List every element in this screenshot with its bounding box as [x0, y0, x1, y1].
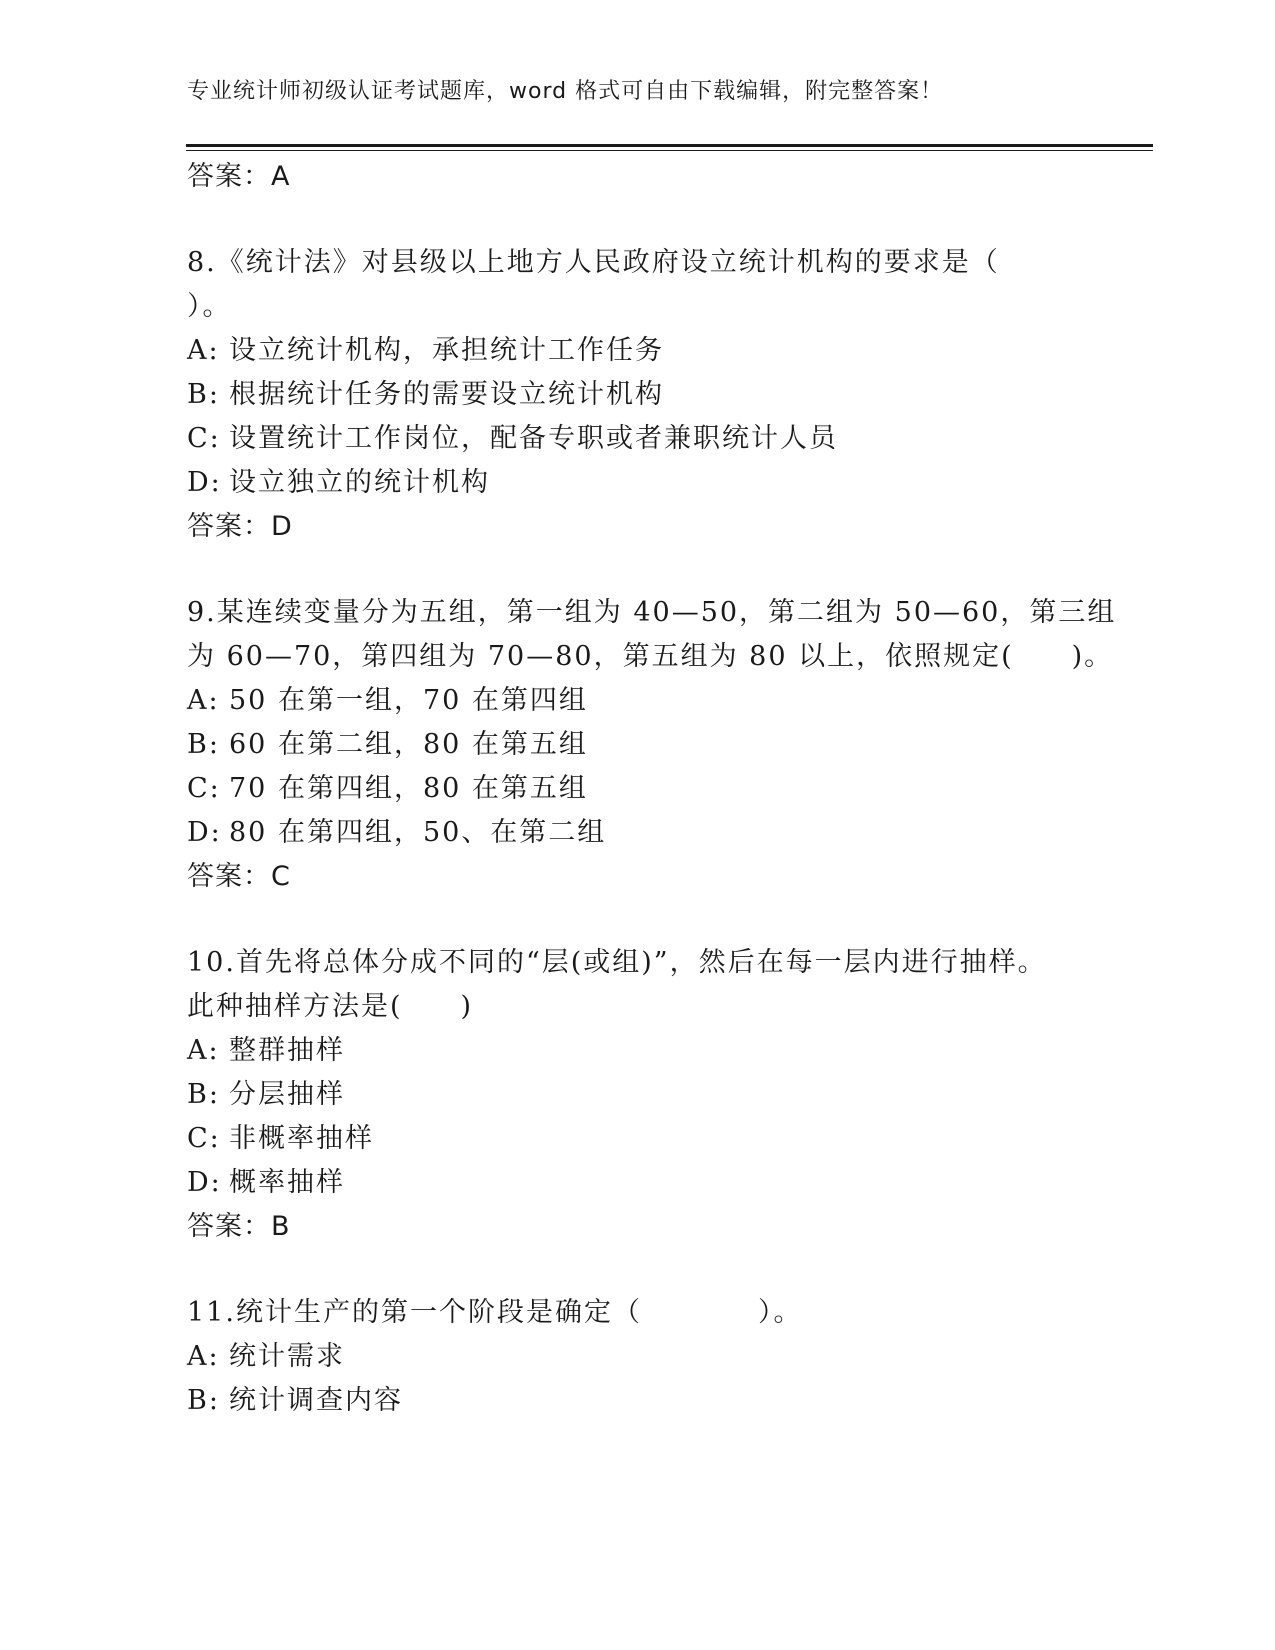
- option-label: B:: [187, 1385, 220, 1416]
- option-label: C:: [187, 423, 221, 454]
- option-text: 统计调查内容: [229, 1385, 403, 1416]
- option-label: A:: [187, 685, 220, 716]
- q9-stem-line-1: 9.某连续变量分为五组，第一组为 40—50，第二组为 50—60，第三组: [187, 597, 1117, 628]
- q11-option-b: [187, 1384, 403, 1418]
- q9-option-c: [187, 772, 588, 806]
- option-text: 60 在第二组，80 在第五组: [229, 729, 588, 760]
- option-text: 70 在第四组，80 在第五组: [229, 773, 588, 804]
- option-label: A:: [187, 1341, 220, 1372]
- q8-option-a: [187, 334, 664, 368]
- option-label: B:: [187, 1079, 220, 1110]
- option-label: A:: [187, 335, 220, 366]
- option-label: A:: [187, 1035, 220, 1066]
- option-label: B:: [187, 379, 220, 410]
- option-label: D:: [187, 467, 222, 498]
- q10-answer: 答案：B: [187, 1211, 291, 1242]
- q8-stem-line-2: ）。: [187, 291, 232, 322]
- q9-answer: 答案：C: [187, 861, 291, 892]
- q8-stem-line-1: 8.《统计法》对县级以上地方人民政府设立统计机构的要求是（: [187, 247, 1000, 278]
- q11-option-a: [187, 1340, 345, 1374]
- option-label: C:: [187, 773, 221, 804]
- option-text: 分层抽样: [229, 1079, 345, 1110]
- option-text: 设立统计机构，承担统计工作任务: [229, 335, 664, 366]
- option-label: D:: [187, 817, 222, 848]
- option-label: B:: [187, 729, 220, 760]
- option-text: 80 在第四组，50、在第二组: [229, 817, 607, 848]
- q10-option-d: [187, 1166, 345, 1200]
- q9-option-b: [187, 728, 588, 762]
- q10-stem-line-1: 10.首先将总体分成不同的“层(或组)”，然后在每一层内进行抽样。: [187, 947, 1047, 978]
- q8-option-c: [187, 422, 838, 456]
- q10-option-c: [187, 1122, 374, 1156]
- option-text: 设置统计工作岗位，配备专职或者兼职统计人员: [229, 423, 838, 454]
- q9-stem-line-2: 为 60—70，第四组为 70—80，第五组为 80 以上，依照规定( )。: [187, 641, 1114, 672]
- option-text: 概率抽样: [229, 1167, 345, 1198]
- header-divider-thin: [186, 150, 1153, 151]
- option-text: 非概率抽样: [229, 1123, 374, 1154]
- header-divider-thick: [186, 144, 1153, 147]
- q8-option-d: [187, 466, 490, 500]
- option-text: 统计需求: [229, 1341, 345, 1372]
- q9-option-d: [187, 816, 606, 850]
- previous-answer: 答案：A: [187, 161, 291, 192]
- option-label: C:: [187, 1123, 221, 1154]
- q8-option-b: [187, 378, 664, 412]
- q11-stem-line-1: 11.统计生产的第一个阶段是确定（ ）。: [187, 1297, 803, 1328]
- q8-answer: 答案：D: [187, 511, 293, 542]
- option-text: 整群抽样: [229, 1035, 345, 1066]
- q9-option-a: [187, 684, 588, 718]
- option-label: D:: [187, 1167, 222, 1198]
- q10-option-b: [187, 1078, 345, 1112]
- option-text: 设立独立的统计机构: [229, 467, 490, 498]
- option-text: 50 在第一组，70 在第四组: [229, 685, 588, 716]
- q10-stem-line-2: 此种抽样方法是( ): [187, 991, 474, 1022]
- header-title: 专业统计师初级认证考试题库，word 格式可自由下载编辑，附完整答案！: [187, 79, 944, 104]
- q10-option-a: [187, 1034, 345, 1068]
- option-text: 根据统计任务的需要设立统计机构: [229, 379, 664, 410]
